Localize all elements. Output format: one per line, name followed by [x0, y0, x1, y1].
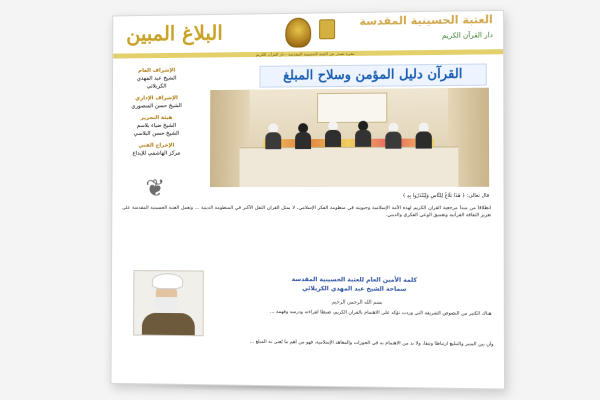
speech-speaker: سماحة الشيخ عبد المهدي الكربلائي — [302, 285, 407, 293]
badge-icon — [319, 19, 335, 39]
sidebar-name: الشيخ حسن المنصوري — [131, 103, 182, 110]
speech-text-top: هناك الكثير من النصوص الشريفة التي وردت تؤكد على الاهتمام بالقرآن الكريم، ضبطاً لقراءته ودرسه وفهمه ... — [269, 309, 492, 317]
masthead — [113, 11, 503, 54]
sidebar-role: الإشراف الإداري — [135, 95, 178, 102]
sidebar-role: الإشراف العام — [138, 67, 176, 74]
attendee — [325, 121, 341, 147]
intro-verse: قال تعالى: ﴿ هَذَا بَلَاغٌ لِلنَّاسِ وَلِيُنْذَرُوا بِهِ ﴾ — [402, 192, 490, 199]
masthead-strip-text: نشرة تصدر عن العتبة الحسينية المقدسة - دار القرآن الكريم — [256, 50, 355, 57]
attendee — [295, 123, 311, 149]
magazine-cover — [111, 10, 506, 390]
attendee — [265, 123, 281, 149]
speaker-portrait — [133, 270, 204, 336]
speech-header — [269, 275, 440, 296]
sidebar-role: الإخراج الفني — [138, 142, 175, 149]
masthead-title: البلاغ المبين — [126, 20, 223, 46]
masthead-publisher-sub: دار القرآن الكريم — [442, 31, 493, 40]
speech-text-bottom: وأن بين المنبر والتبليغ ارتباطاً وثيقاً، ولا بد من الاهتمام به في الحوزات والمعاهد الإسلامية، فهو من أهم ما يُعنى به المبلّغ ... — [249, 339, 494, 348]
attendee — [385, 123, 401, 149]
article-body: انطلاقاً من مبدأ مرجعية القرآن الكريم لهذه الأمة الإسلامية وحيويته في منظومة الفكر الإسلامي، لا يمثل القرآن الثقل الأكبر في المنظومة الدينية ... وتعمل العتبة الحسينية المقدسة على تعزيز الثقافة القرآنية وتعميق الوعي الفكري والديني. — [122, 205, 492, 219]
table-front — [240, 146, 459, 187]
headline: القرآن دليل المؤمن وسلاح المبلغ — [260, 63, 487, 87]
attendee — [416, 122, 432, 148]
speech-title: كلمة الأمين العام للعتبة الحسينية المقدسة — [291, 276, 418, 284]
event-banner — [317, 93, 387, 123]
masthead-publisher: العتبة الحسينية المقدسة — [359, 13, 493, 28]
sidebar-name: الشيخ ضياء بلاسم الشيخ حسن البلاسي — [133, 122, 180, 137]
calligraphy-icon: ❦ — [145, 174, 166, 202]
event-photo — [210, 88, 489, 187]
basmala: بسم الله الرحمن الرحيم — [331, 299, 383, 306]
emblem-icon — [285, 18, 311, 48]
sidebar-name: مركز الهاشمي للإبداع — [132, 150, 181, 157]
attendee — [355, 121, 371, 147]
sidebar-role: هيئة التحرير — [140, 115, 173, 122]
editorial-sidebar — [126, 67, 187, 184]
sidebar-name: الشيخ عبد المهدي الكربلائي — [136, 75, 177, 90]
